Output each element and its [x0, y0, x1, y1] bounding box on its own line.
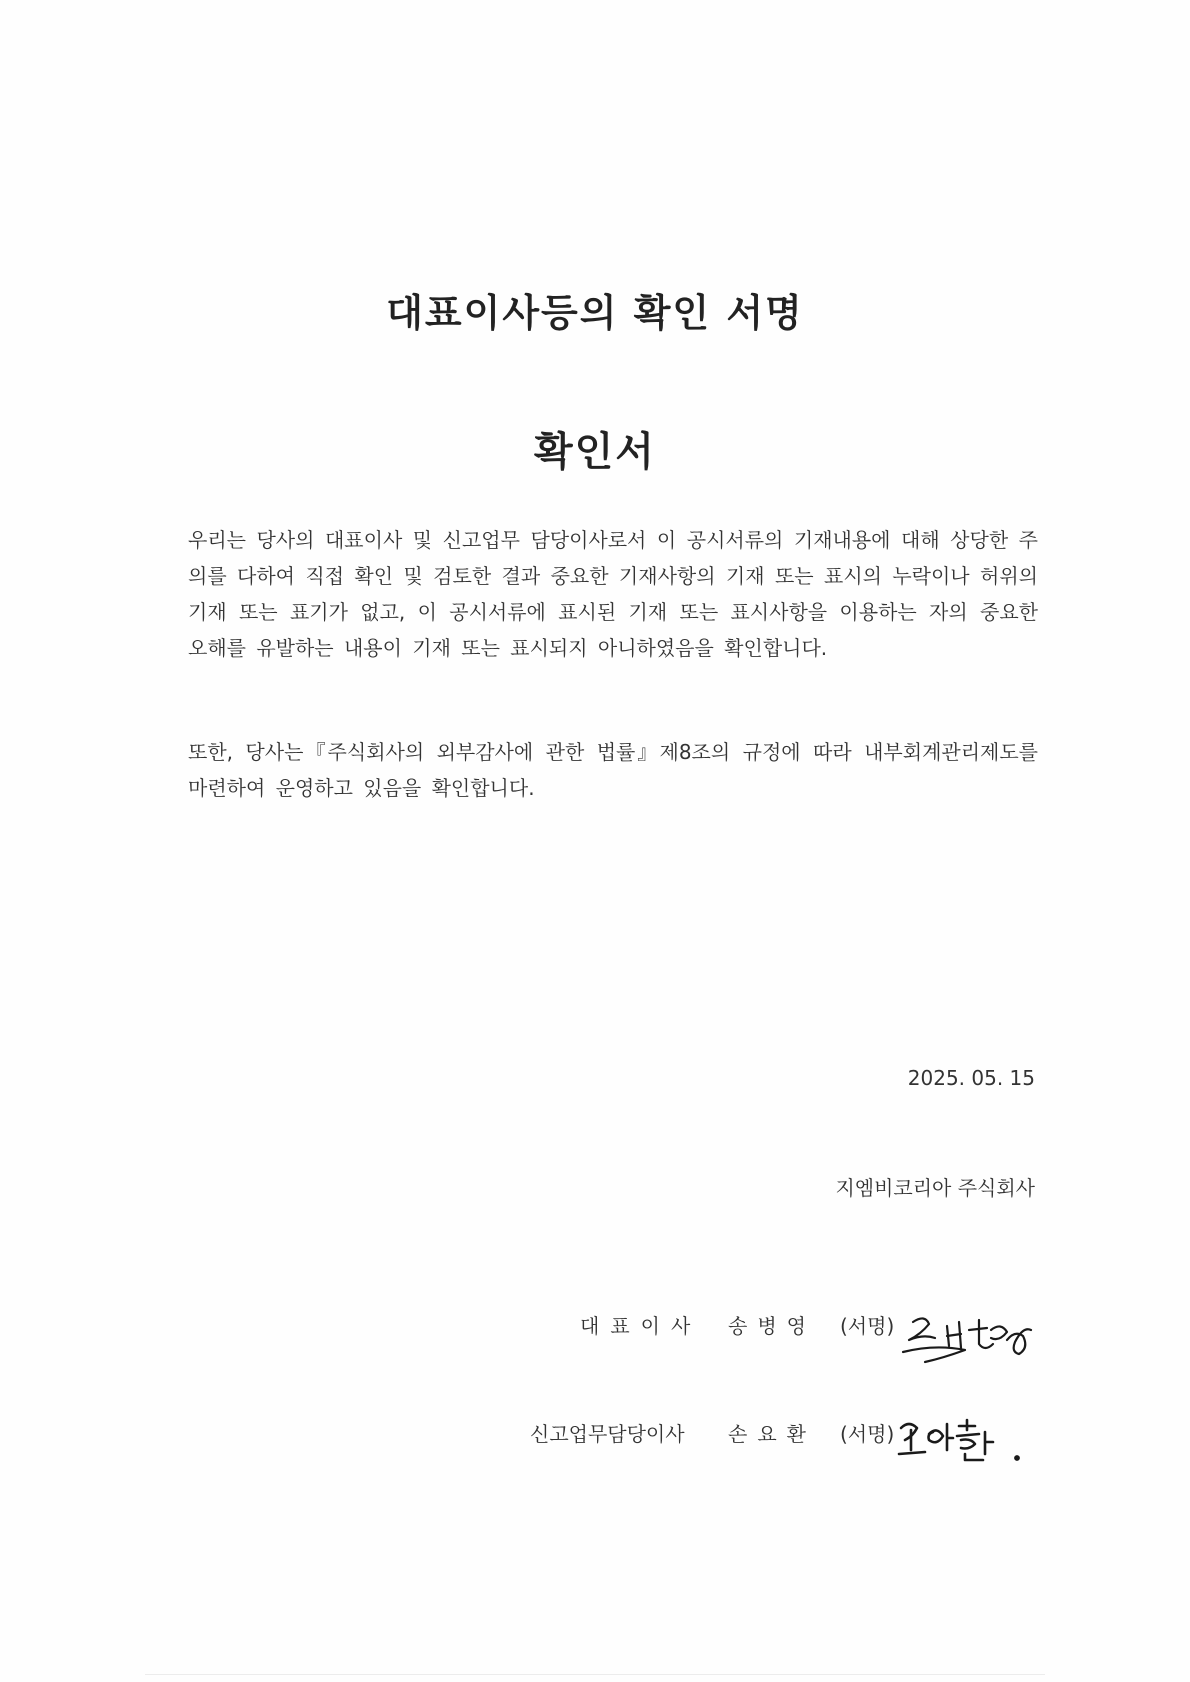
- signatory-name-reporting-director: 손요환: [728, 1422, 816, 1446]
- signature-label-ceo: (서명): [840, 1314, 895, 1338]
- internal-control-paragraph: 또한, 당사는『주식회사의 외부감사에 관한 법률』제8조의 규정에 따라 내부회계관리제도를 마련하여 운영하고 있음을 확인합니다.: [188, 740, 1038, 800]
- company-name: 지엠비코리아 주식회사: [835, 1176, 1035, 1200]
- confirmation-paragraph: 우리는 당사의 대표이사 및 신고업무 담당이사로서 이 공시서류의 기재내용에 대해 상당한 주의를 다하여 직접 확인 및 검토한 결과 중요한 기재사항의 기재 또는 표시의 누락이나 허위의 기재 또는 표기가 없고, 이 공시서류에 표시된 기재 또는 표시사항을 이용하는 자의 중요한 오해를 유발하는 내용이 기재 또는 표시되지 아니하였음을 확인합니다.: [188, 528, 1038, 660]
- document-date: 2025. 05. 15: [907, 1066, 1035, 1090]
- document-title: 대표이사등의 확인 서명: [386, 291, 804, 335]
- signatory-name-ceo: 송병영: [728, 1314, 816, 1338]
- handwritten-signature-reporting-director: [895, 1410, 1035, 1470]
- signatory-role-reporting-director: 신고업무담당이사: [530, 1422, 685, 1446]
- signature-label-reporting-director: (서명): [840, 1422, 895, 1446]
- handwritten-signature-ceo: [895, 1300, 1045, 1370]
- document-subtitle: 확인서: [534, 429, 656, 475]
- signatory-role-ceo: 대표이사: [580, 1314, 702, 1338]
- page-bottom-divider: [145, 1674, 1045, 1675]
